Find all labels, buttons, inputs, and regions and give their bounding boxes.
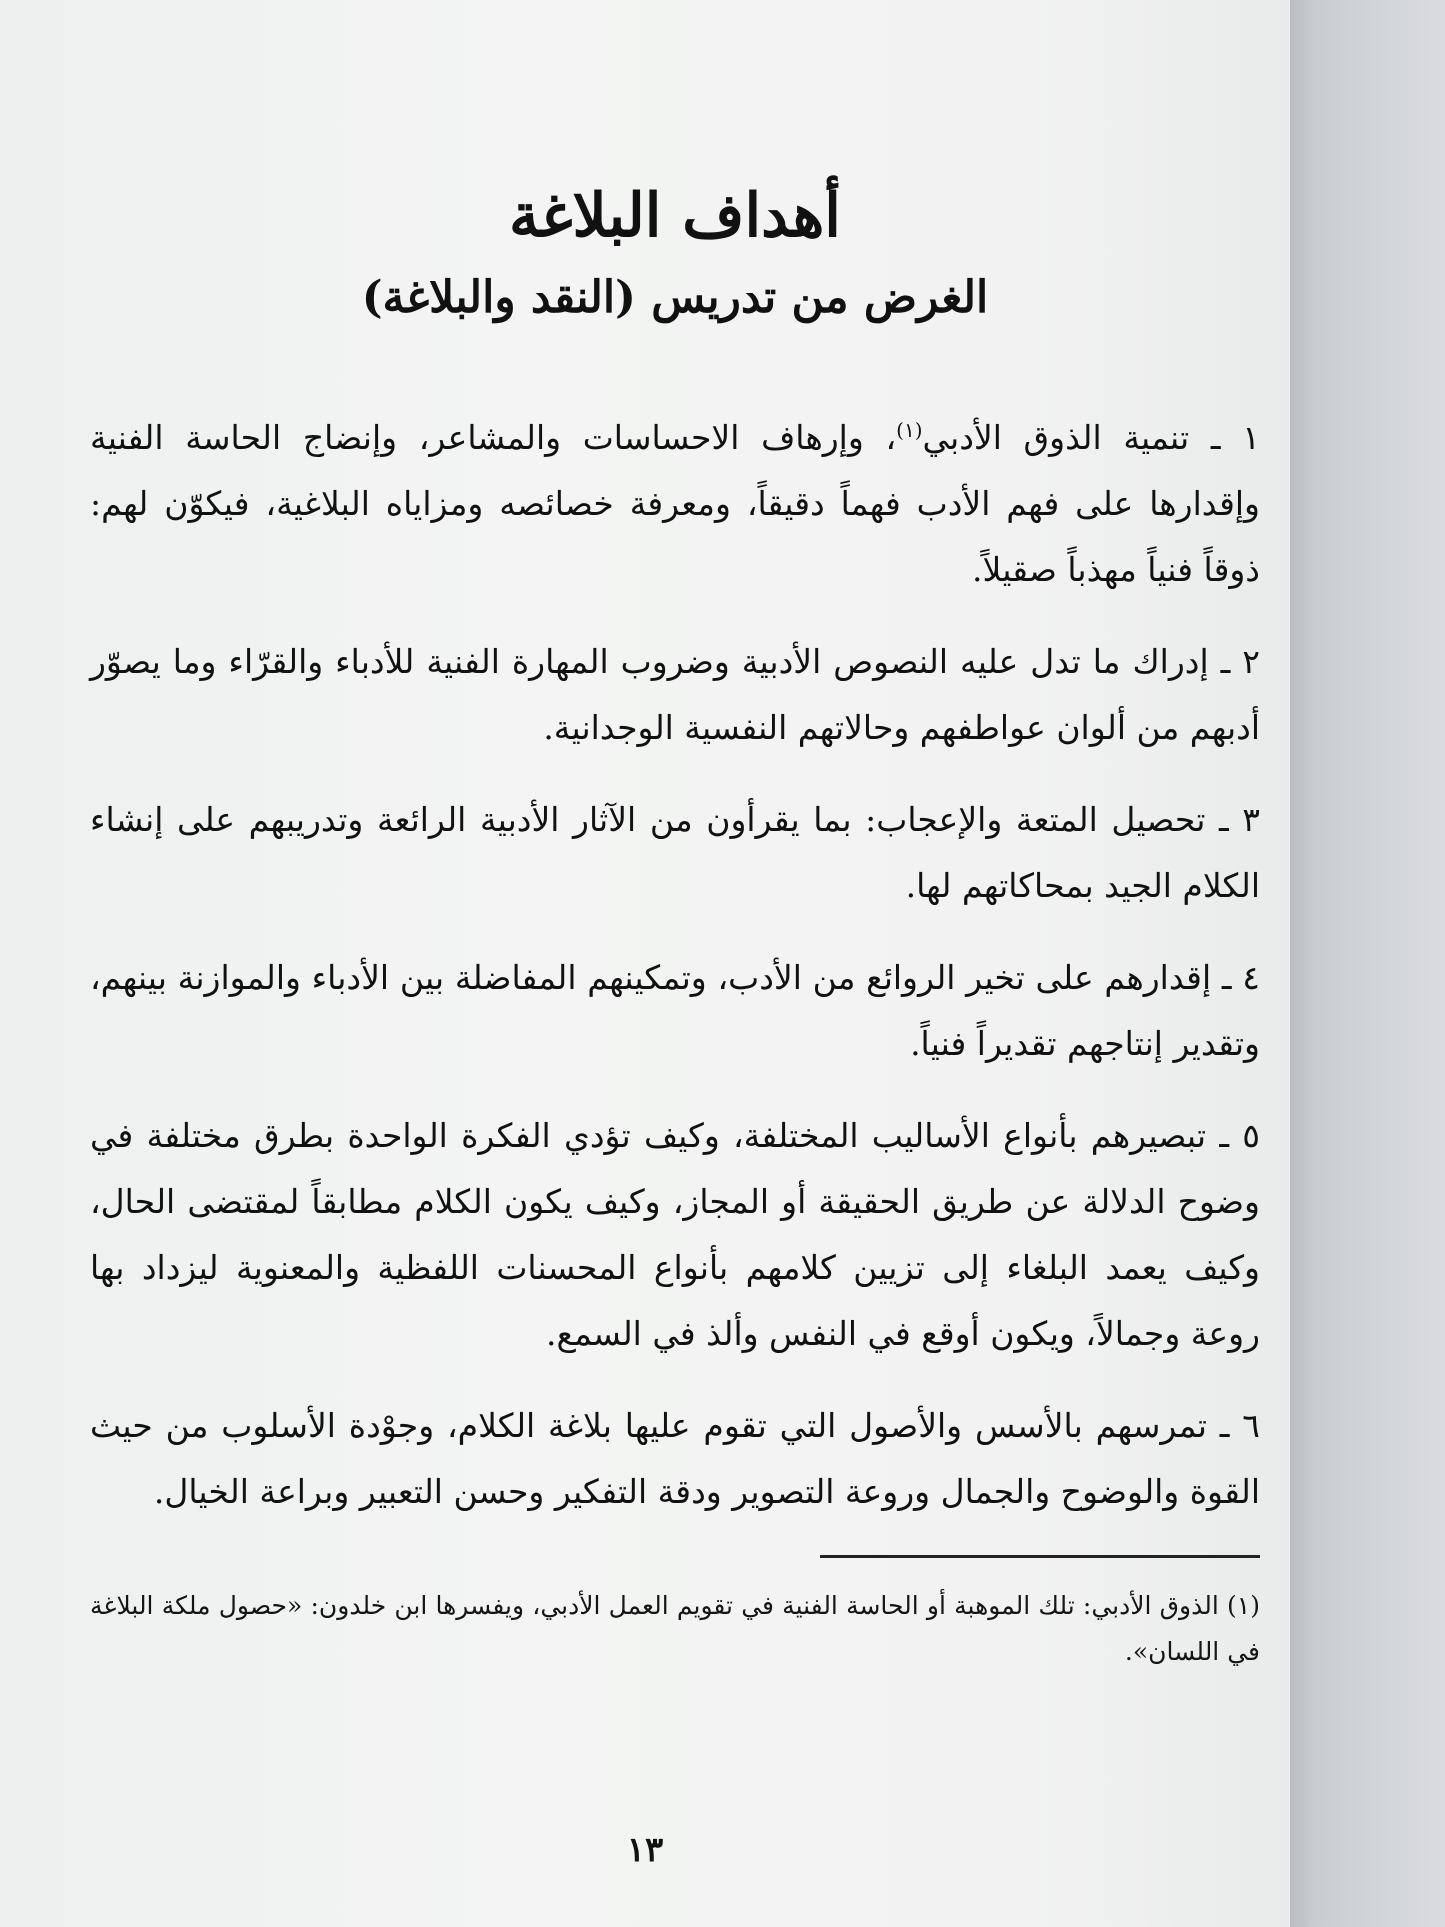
item-number: ٦ <box>1242 1405 1261 1445</box>
goal-item-6: ٦ ـ تمرسهم بالأسس والأصول التي تقوم عليها بلاغة الكلام، وجوْدة الأسلوب من حيث القوة والوضوح والجمال وروعة التصوير ودقة التفكير وحسن التعبير وبراعة الخيال. <box>90 1405 1261 1511</box>
page-title: أهداف البلاغة <box>509 181 841 251</box>
item-number: ٥ <box>1242 1115 1261 1155</box>
page-number: ١٣ <box>626 1830 664 1870</box>
item-text: تمرسهم بالأسس والأصول التي تقوم عليها بلاغة الكلام، وجوْدة الأسلوب من حيث القوة والوضوح والجمال وروعة التصوير ودقة التفكير وحسن التعبير وبراعة الخيال. <box>90 1405 1260 1511</box>
item-text-before: تنمية الذوق الأدبي <box>922 417 1190 457</box>
goal-item-3: ٣ ـ تحصيل المتعة والإعجاب: بما يقرأون من الآثار الأدبية الرائعة وتدريبهم على إنشاء الكلام الجيد بمحاكاتهم لها. <box>90 799 1260 905</box>
footnote-marker: (١) <box>1227 1590 1260 1620</box>
page-subtitle: الغرض من تدريس (النقد والبلاغة) <box>361 272 989 323</box>
adjacent-page-edge <box>1290 0 1445 1927</box>
item-number: ٤ <box>1242 957 1260 997</box>
item-text: إدراك ما تدل عليه النصوص الأدبية وضروب المهارة الفنية للأدباء والقرّاء وما يصوّر أدبهم من ألوان عواطفهم وحالاتهم النفسية الوجدانية. <box>90 641 1260 747</box>
footnote-reference: (١) <box>896 417 923 442</box>
footnote-divider <box>820 1555 1260 1558</box>
goal-item-1: ١ ـ تنمية الذوق الأدبي$^{(١)}$، وإرهاف الاحساسات والمشاعر، وإنضاج الحاسة الفنية وإقدارها على فهم الأدب فهماً دقيقاً، ومعرفة خصائصه ومزاياه البلاغية، فيكوّن لهم: ذوقاً فنياً مهذباً صقيلاً. <box>90 417 1260 589</box>
item-text: إقدارهم على تخير الروائع من الأدب، وتمكينهم المفاضلة بين الأدباء والموازنة بينهم، وتقدير إنتاجهم تقديراً فنياً. <box>90 957 1260 1063</box>
item-number: ١ <box>1242 417 1260 457</box>
item-text: تحصيل المتعة والإعجاب: بما يقرأون من الآثار الأدبية الرائعة وتدريبهم على إنشاء الكلام الجيد بمحاكاتهم لها. <box>90 799 1260 905</box>
goal-item-4: ٤ ـ إقدارهم على تخير الروائع من الأدب، وتمكينهم المفاضلة بين الأدباء والموازنة بينهم، وتقدير إنتاجهم تقديراً فنياً. <box>90 957 1260 1063</box>
item-number: ٣ <box>1242 799 1260 839</box>
item-number: ٢ <box>1242 641 1260 681</box>
goal-item-5: ٥ ـ تبصيرهم بأنواع الأساليب المختلفة، وكيف تؤدي الفكرة الواحدة بطرق مختلفة في وضوح الدلالة عن طريق الحقيقة أو المجاز، وكيف يكون الكلام مطابقاً لمقتضى الحال، وكيف يعمد البلغاء إلى تزيين كلامهم بأنواع المحسنات اللفظية والمعنوية ليزداد بها روعة وجمالاً، ويكون أوقع في النفس وألذ في السمع. <box>90 1115 1261 1353</box>
item-text: تبصيرهم بأنواع الأساليب المختلفة، وكيف تؤدي الفكرة الواحدة بطرق مختلفة في وضوح الدلالة عن طريق الحقيقة أو المجاز، وكيف يكون الكلام مطابقاً لمقتضى الحال، وكيف يعمد البلغاء إلى تزيين كلامهم بأنواع المحسنات اللفظية والمعنوية ليزداد بها روعة وجمالاً، ويكون أوقع في النفس وألذ في السمع. <box>90 1115 1260 1353</box>
footnote <box>90 1583 1260 1675</box>
item-text-after: ، وإرهاف الاحساسات والمشاعر، وإنضاج الحاسة الفنية وإقدارها على فهم الأدب فهماً دقيقاً، ومعرفة خصائصه ومزاياه البلاغية، فيكوّن لهم: ذوقاً فنياً مهذباً صقيلاً. <box>90 417 1260 589</box>
footnote-text: الذوق الأدبي: تلك الموهبة أو الحاسة الفنية في تقويم العمل الأدبي، ويفسرها ابن خلدون: «حصول ملكة البلاغة في اللسان». <box>90 1590 1260 1666</box>
goal-item-2: ٢ ـ إدراك ما تدل عليه النصوص الأدبية وضروب المهارة الفنية للأدباء والقرّاء وما يصوّر أدبهم من ألوان عواطفهم وحالاتهم النفسية الوجدانية. <box>90 641 1260 747</box>
page-content <box>90 180 1260 1700</box>
